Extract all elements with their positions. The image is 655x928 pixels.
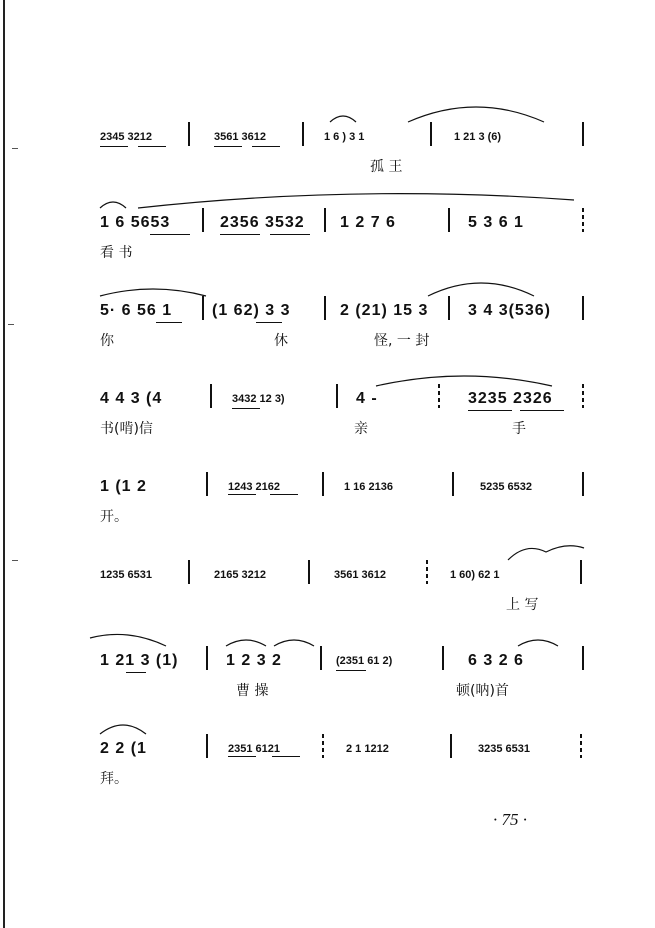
measure: (2351 61 2) [336,655,393,667]
barline [320,646,322,670]
margin-mark [8,324,14,325]
measure: 1 6 ) 3 1 [324,131,365,143]
barline [448,296,450,320]
measure: 2 1 1212 [346,743,389,755]
lyrics: 亲 [354,421,368,437]
slur [224,634,268,648]
measure: 1235 6531 [100,569,152,581]
barline [582,646,584,670]
barline [452,472,454,496]
lyrics: 曹 操 [236,683,269,699]
slur [98,284,208,298]
measure: 3235 6531 [478,743,530,755]
slur [272,634,316,648]
barline [442,646,444,670]
measure: 1 2 3 2 [226,652,282,669]
measure: 5· 6 56 1 [100,302,173,319]
measure: 6 3 2 6 [468,652,524,669]
barline [308,560,310,584]
measure: 1243 2162 [228,481,280,493]
slur [374,370,554,388]
barline [202,296,204,320]
slur [98,718,148,736]
barline [582,296,584,320]
slur [406,100,546,124]
measure: 2165 3212 [214,569,266,581]
measure: 3561 3612 [334,569,386,581]
measure: 1 60) 62 1 [450,569,500,581]
barline [580,734,582,758]
measure: 1 (1 2 [100,478,147,495]
measure: 5 3 6 1 [468,214,524,231]
barline [324,296,326,320]
barline [322,472,324,496]
lyrics: 休 [274,333,288,349]
slur [136,190,576,210]
barline [582,384,584,408]
lyrics: 拜。 [100,771,128,787]
page-number: · 75 · [493,810,527,829]
barline [324,208,326,232]
slur [506,544,586,562]
barline [210,384,212,408]
barline [580,560,582,584]
lyrics: 手 [512,421,526,437]
lyrics: 怪, 一 封 [374,333,430,349]
measure: 3 4 3(536) [468,302,551,319]
lyrics: 你 [100,333,114,349]
lyrics: 看 书 [100,245,133,261]
barline [206,734,208,758]
measure: 3235 2326 [468,390,553,407]
measure: 4 4 3 (4 [100,390,163,407]
measure: 2 (21) 15 3 [340,302,429,319]
barline [188,122,190,146]
measure: 3561 3612 [214,131,266,143]
measure: 1 21 3 (6) [454,131,502,143]
barline [448,208,450,232]
measure: 2345 3212 [100,131,152,143]
barline [582,208,584,232]
barline [582,122,584,146]
margin-mark [12,148,18,149]
barline [322,734,324,758]
barline [450,734,452,758]
measure: 5235 6532 [480,481,532,493]
slur [516,634,560,648]
barline [302,122,304,146]
measure: 1 6 5653 [100,214,171,231]
slur [426,276,536,298]
barline [582,472,584,496]
measure: (1 62) 3 3 [212,302,291,319]
barline [188,560,190,584]
measure: 1 16 2136 [344,481,393,493]
page-edge-line [3,0,5,928]
measure: 2351 6121 [228,743,280,755]
barline [206,646,208,670]
slur [328,110,358,124]
slur [88,632,168,648]
margin-mark [12,560,18,561]
barline [202,208,204,232]
lyrics: 开。 [100,509,128,525]
barline [206,472,208,496]
lyrics: 书(啃)信 [100,421,153,437]
barline [426,560,428,584]
measure: 2 2 (1 [100,740,147,757]
measure: 2356 3532 [220,214,305,231]
lyrics: 孤 王 [370,159,403,175]
lyrics: 上 写 [506,597,539,613]
barline [430,122,432,146]
barline [336,384,338,408]
lyrics: 顿(呐)首 [456,683,509,699]
measure: 3432 12 3) [232,393,285,405]
measure: 1 21 3 (1) [100,652,179,669]
measure: 4 - [356,390,378,407]
measure: 1 2 7 6 [340,214,396,231]
slur [98,196,128,210]
